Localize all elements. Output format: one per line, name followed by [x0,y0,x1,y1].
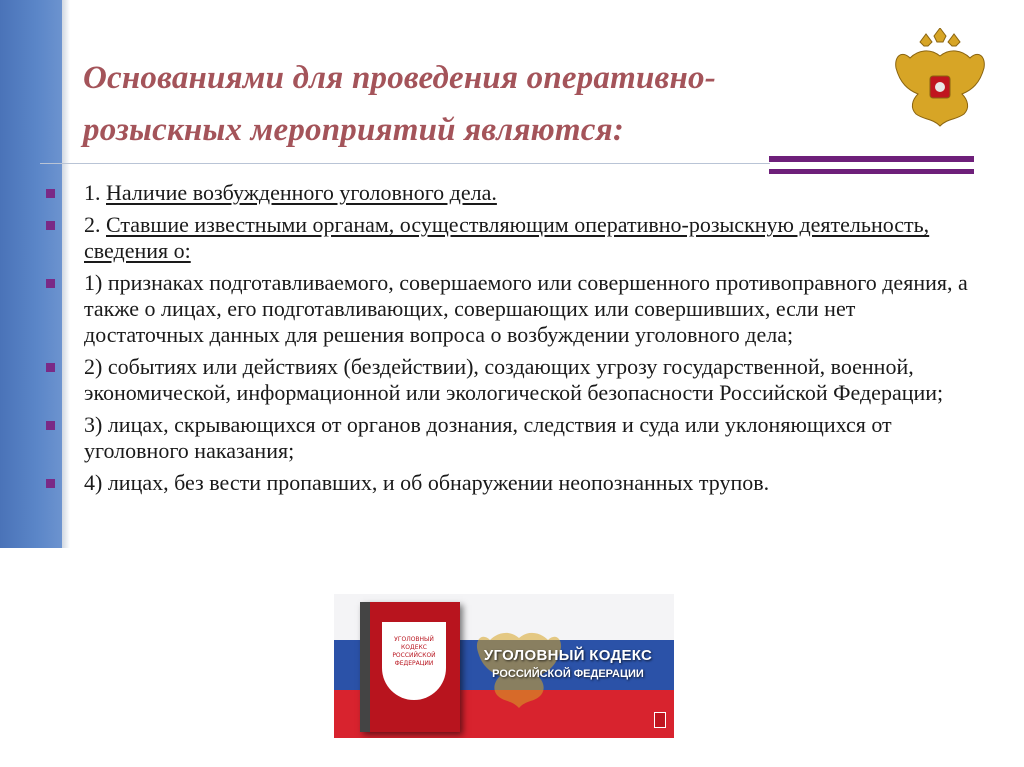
item-text: 3) лицах, скрывающихся от органов дознания, следствия и суда или уклоняющихся от уголовного наказания; [84,412,892,463]
square-bullet-icon [46,279,55,288]
square-bullet-icon [46,421,55,430]
criminal-code-banner [334,594,674,738]
list-item [46,412,976,464]
list-item [46,180,976,206]
book-title: УГОЛОВНЫЙ КОДЕКС РОССИЙСКОЙ ФЕДЕРАЦИИ [392,636,436,667]
list-item [46,212,976,264]
banner-caption [462,646,674,682]
code-book-cover [360,602,460,732]
header-divider [40,163,770,164]
item-text: 4) лицах, без вести пропавших, и об обнаружении неопознанных трупов. [84,470,770,495]
list-item [46,470,976,496]
square-bullet-icon [46,189,55,198]
item-number: 1. [84,180,106,205]
banner-subtitle: РОССИЙСКОЙ ФЕДЕРАЦИИ [492,668,644,680]
russian-coat-of-arms-icon [890,28,990,138]
book-shield [382,622,446,700]
item-text: 2) событиях или действиях (бездействии), создающих угрозу государственной, военной, экономической, информационной или экологической безопасности Российской Федерации; [84,354,944,405]
square-bullet-icon [46,479,55,488]
accent-rule-bottom [769,169,974,174]
item-text: 1) признаках подготавливаемого, совершаемого или совершенного противоправного деяния, а также о лицах, его подготавливающих, совершающих или совершивших, если нет достаточных данных для решения вопроса о возбуждении уголовного дела; [84,270,968,347]
publisher-logo-icon [654,712,666,728]
accent-rule-top [769,156,974,162]
list-item [46,270,976,348]
slide-title: Основаниями для проведения оперативно-розыскных мероприятий являются: [83,60,716,148]
banner-title: УГОЛОВНЫЙ КОДЕКС [483,647,653,664]
list-item [46,354,976,406]
item-text: Ставшие известными органам, осуществляющим оперативно-розыскную деятельность, сведения о: [84,212,930,263]
square-bullet-icon [46,363,55,372]
square-bullet-icon [46,221,55,230]
item-number: 2. [84,212,106,237]
grounds-list [46,180,976,502]
item-text: Наличие возбужденного уголовного дела. [106,180,497,205]
